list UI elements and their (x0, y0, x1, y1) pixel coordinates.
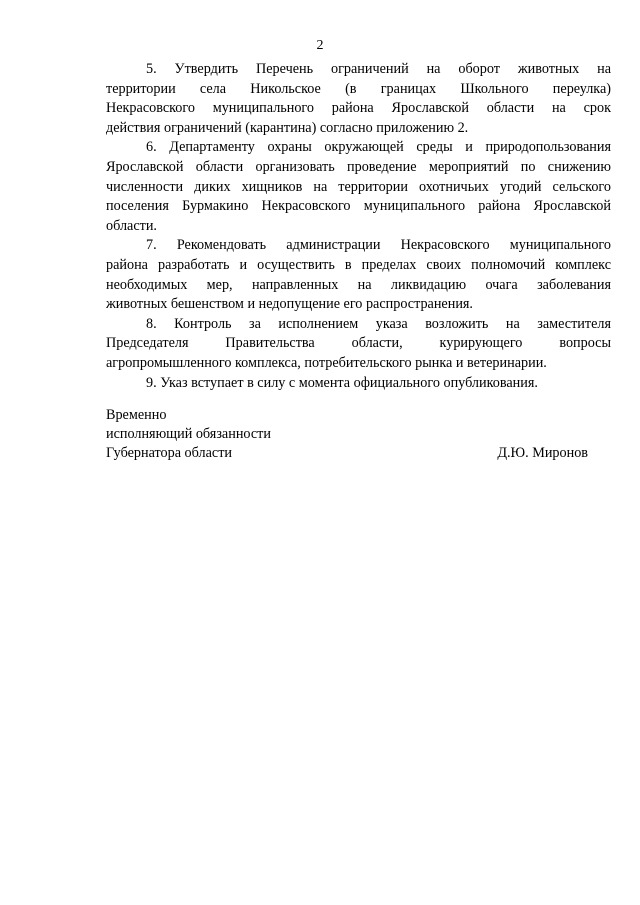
signature-position: Губернатора области (106, 445, 232, 461)
text-line: области. (106, 217, 157, 234)
paragraph-item-5 (106, 60, 611, 138)
signature-row (106, 444, 588, 463)
text-line: поселения Бурмакино Некрасовского муниципального района Ярославской (106, 198, 611, 215)
text-line: действия ограничений (карантина) согласно приложению 2. (106, 119, 469, 136)
text-line: Председателя Правительства области, курирующего вопросы (106, 335, 611, 352)
text-line: района разработать и осуществить в пределах своих полномочий комплекс (106, 256, 611, 273)
text-line: 5. Утвердить Перечень ограничений на оборот животных на (146, 61, 611, 77)
document-body (106, 60, 611, 393)
signature-title-line-1: Временно (106, 407, 167, 423)
paragraph-item-9 (106, 374, 611, 394)
paragraph-item-8 (106, 315, 611, 374)
text-line: 9. Указ вступает в силу с момента официального опубликования. (146, 374, 538, 391)
text-line: 6. Департаменту охраны окружающей среды и природопользования (146, 139, 611, 156)
paragraph-item-6 (106, 138, 611, 236)
text-line: Некрасовского муниципального района Ярославской области на срок (106, 100, 611, 117)
text-line: 8. Контроль за исполнением указа возложить на заместителя (146, 315, 611, 332)
signatory-name: Д.Ю. Миронов (497, 445, 588, 461)
signature-block (106, 406, 588, 463)
paragraph-item-7 (106, 236, 611, 314)
text-line: агропромышленного комплекса, потребительского рынка и ветеринарии. (106, 354, 547, 371)
text-line: территории села Никольское (в границах Школьного переулка) (106, 80, 611, 97)
text-line: Ярославской области организовать проведение мероприятий по снижению (106, 158, 611, 175)
text-line: численности диких хищников на территории охотничьих угодий сельского (106, 178, 611, 195)
text-line: 7. Рекомендовать администрации Некрасовского муниципального (146, 237, 611, 254)
page-number: 2 (316, 38, 324, 53)
signature-title-line-2: исполняющий обязанности (106, 426, 271, 442)
text-line: необходимых мер, направленных на ликвидацию очага заболевания (106, 276, 611, 293)
text-line: животных бешенством и недопущение его распространения. (106, 296, 473, 313)
